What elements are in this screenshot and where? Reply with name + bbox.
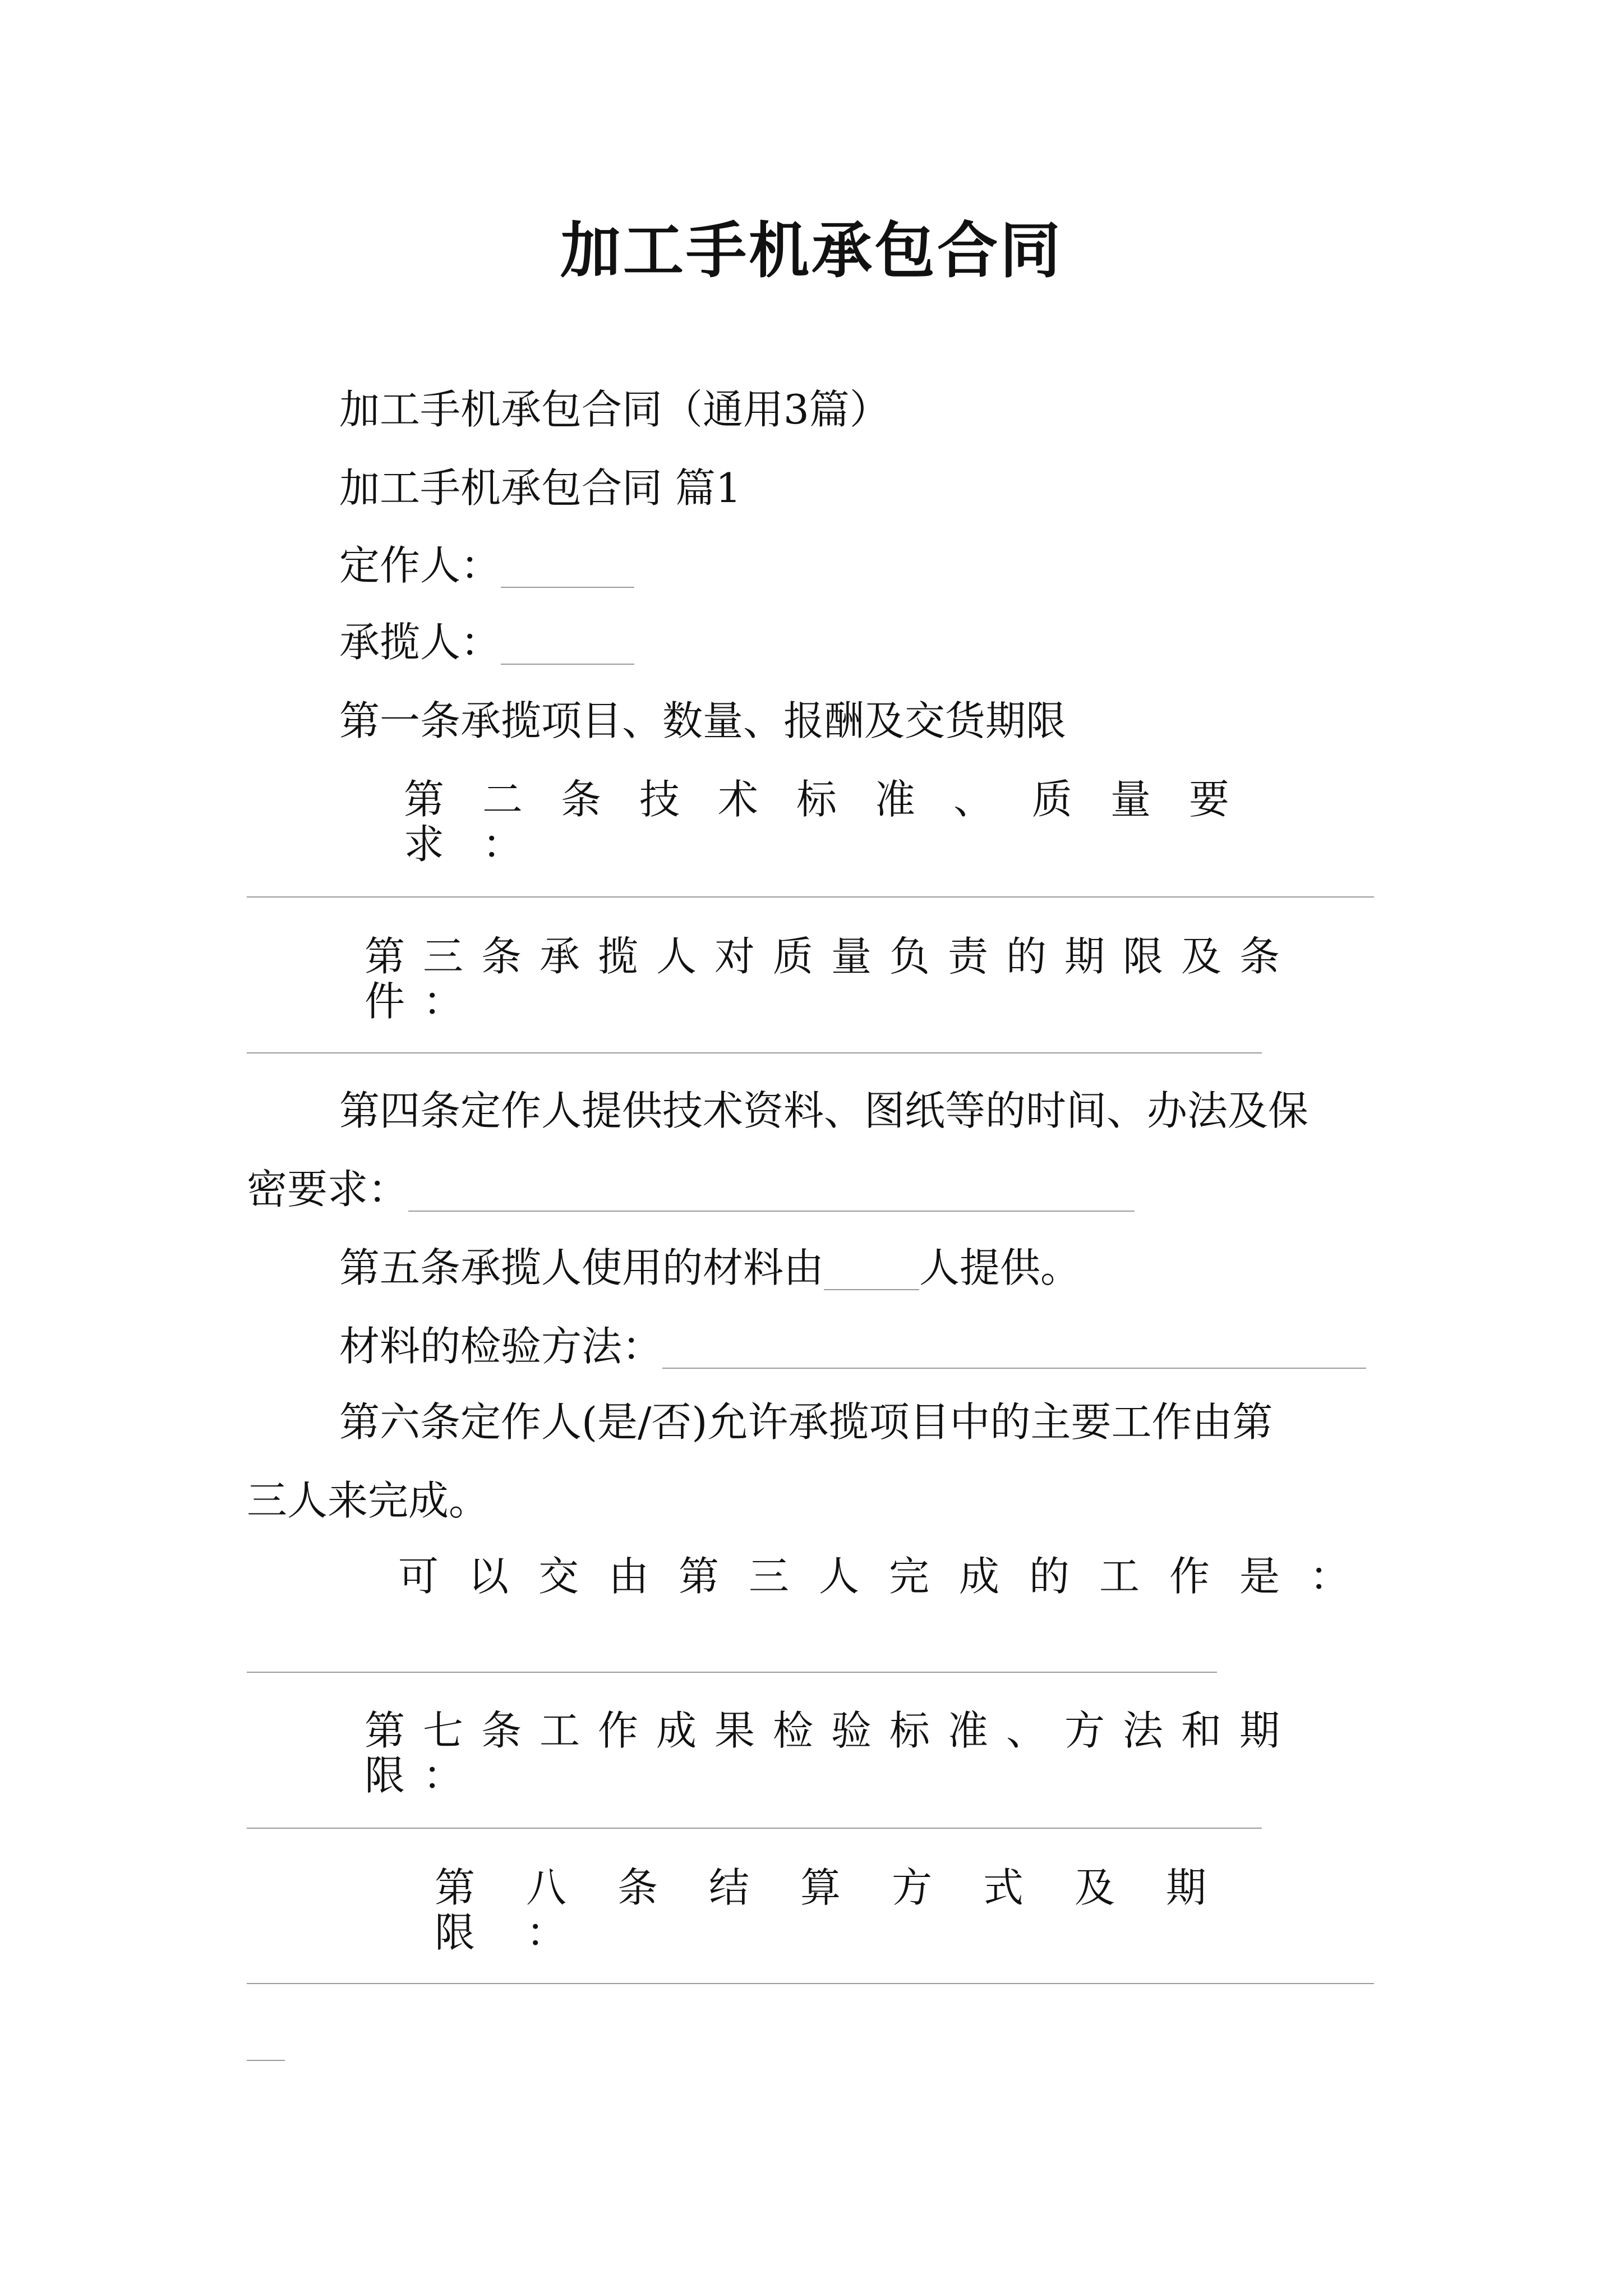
materials-inspection-row [339,1324,1366,1369]
article-2 [404,777,1382,867]
document-subtitle: 加工手机承包合同（通用3篇） [339,386,890,433]
party-b-blank [501,629,634,665]
article-4-line2 [247,1167,1135,1212]
third-party-work-text: 可以交由第三人完成的工作是： [398,1553,1380,1600]
materials-inspection-blank [662,1333,1366,1369]
article-8-blank-line1 [247,1983,1374,1984]
party-a-label: 定作人： [339,542,501,589]
materials-inspection-label: 材料的检验方法： [339,1323,663,1370]
party-b-row [339,620,634,665]
article-7 [365,1708,1382,1798]
article-3-text: 第三条承揽人对质量负责的期限及条件： [365,933,1298,1025]
article-1: 第一条承揽项目、数量、报酬及交货期限 [339,697,1067,744]
article-5-blank [824,1254,919,1290]
article-8 [435,1865,1382,1955]
article-6-line2: 三人来完成。 [247,1477,490,1524]
third-party-work [398,1554,1382,1599]
article-3-blank [247,1052,1262,1053]
article-4-line1: 第四条定作人提供技术资料、图纸等的时间、办法及保 [339,1087,1309,1134]
party-a-row [339,543,634,588]
article-8-text: 第八条结算方式及期限： [435,1864,1258,1956]
article-2-text: 第二条技术标准、质量要求： [404,776,1268,868]
article-4-blank [408,1176,1135,1212]
party-b-label: 承揽人： [339,619,501,666]
section-heading: 加工手机承包合同 篇1 [339,464,741,512]
document-title: 加工手机承包合同 [560,215,1063,286]
article-2-blank [247,896,1374,898]
article-7-text: 第七条工作成果检验标准、方法和期限： [365,1707,1298,1799]
article-5-prefix: 第五条承揽人使用的材料由 [339,1244,824,1291]
third-party-work-blank [247,1672,1217,1673]
article-8-blank-line2 [247,2060,285,2061]
party-a-blank [501,552,634,588]
article-5-suffix: 人提供。 [919,1244,1081,1291]
article-3 [365,934,1382,1024]
article-4-label: 密要求： [247,1166,409,1213]
article-6-line1: 第六条定作人(是/否)允许承揽项目中的主要工作由第 [339,1398,1273,1446]
article-7-blank [247,1828,1262,1829]
article-5 [339,1245,1081,1290]
